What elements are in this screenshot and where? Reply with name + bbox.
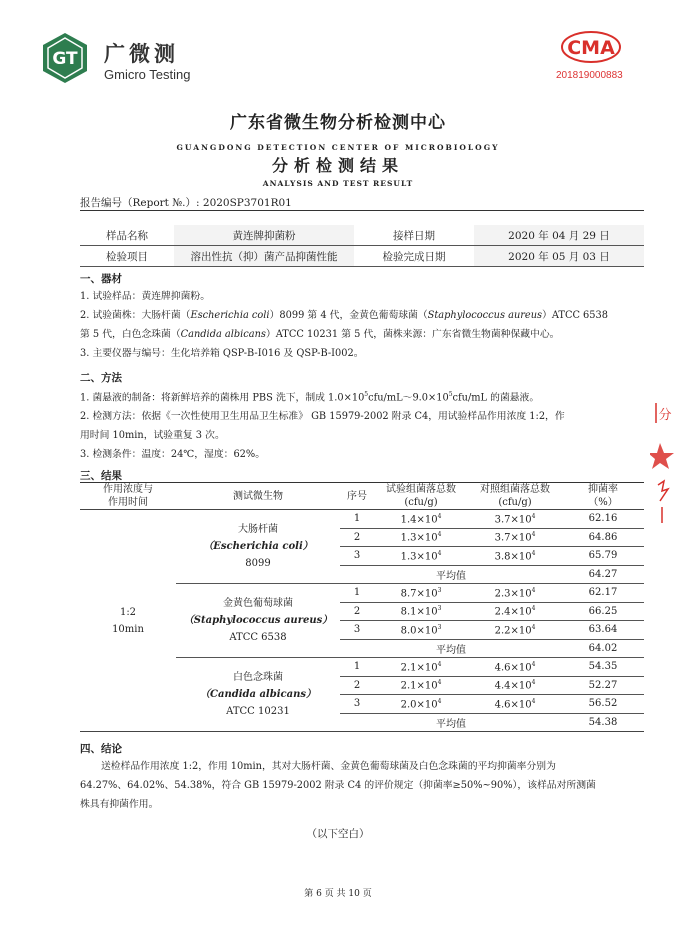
equipment-item-3: 3. 主要仪器与编号：生化培养箱 QSP-B-I016 及 QSP-B-I002。 [80,348,364,359]
blank-below-note: （以下空白） [306,828,370,840]
table-row: 2 $1.3\times 10^4$ $3.7\times 10^4$ 64.86 [80,528,644,547]
logo-chinese-name: 广微测 [104,42,179,66]
header-seq: 序号 [340,483,374,510]
sample-info-table [80,225,644,267]
table-row: 3 $8.0\times 10^3$ $2.2\times 10^4$ 63.64 [80,621,644,640]
gt-logo-icon [42,32,88,84]
conclusion-line-1: 送检样品作用浓度 1:2，作用 10min，其对大肠杆菌、金黄色葡萄球菌及白色念珠菌的平均抑菌率分别为 [101,761,556,772]
test-item-label: 检验项目 [80,246,174,267]
method-item-2-line-2: 用时间 10min，试验重复 3 次。 [80,430,225,442]
section-method-title: 二、方法 [80,372,122,384]
report-number: 报告编号（Report №.）: 2020SP3701R01 [80,197,292,209]
cma-certification-icon [560,30,622,64]
sample-name-label: 样品名称 [80,225,174,246]
header-organism: 测试微生物 [176,483,340,510]
method-item-1: 1. 菌悬液的制备：将新鲜培养的菌株用 PBS 洗下，制成 $1.0\times 10^5cfu/mL\sim 9.0\times 10^5cfu/mL$ 的菌悬液。 [80,391,540,404]
page-footer: 第 6 页 共 10 页 [304,889,372,899]
equipment-item-1: 1. 试验样品：黄连牌抑菌粉。 [80,291,211,302]
completed-date-label: 检验完成日期 [354,246,474,267]
received-date-label: 接样日期 [354,225,474,246]
equipment-item-2-line-1: 2. 试验菌株：大肠杆菌（Escherichia coli）8099 第 4 代，金黄色葡萄球菌（Staphylococcus aureus）ATCC 6538 [80,310,608,321]
table-row: 金黄色葡萄球菌 （Staphylococcus aureus） ATCC 6538 1 $8.7\times 10^3$ $2.3\times 10^4$ 62.17 [80,584,644,603]
table-row: 2 $2.1\times 10^4$ $4.4\times 10^4$ 52.27 [80,676,644,695]
seam-stamp-char: 分 [658,408,672,423]
test-item-value: 溶出性抗（抑）菌产品抑菌性能 [174,246,354,267]
equipment-text [80,287,644,363]
organism-calbicans: 白色念珠菌 （Candida albicans） ATCC 10231 [176,658,340,732]
conclusion-line-2: 64.27%、64.02%、54.38%，符合 GB 15979-2002 附录 C4 的评价规定（抑菌率≥50%~90%），该样品对所测菌 [80,780,596,791]
table-row: 3 $2.0\times 10^4$ $4.6\times 10^4$ 56.52 [80,695,644,714]
org-name-en: GUANGDONG DETECTION CENTER OF MICROBIOLOGY [176,143,500,152]
method-item-3: 3. 检测条件：温度：24℃，湿度：62%。 [80,449,266,461]
table-row: 白色念珠菌 （Candida albicans） ATCC 10231 1 $2.1\times 10^4$ $4.6\times 10^4$ 54.35 [80,658,644,677]
method-item-2-line-1: 2. 检测方法：依据《一次性使用卫生用品卫生标准》 GB 15979-2002 附录 C4，用试验样品作用浓度 1:2，作 [80,411,565,423]
condition-cell: 1:2 10min [80,510,176,732]
method-text [80,385,644,464]
received-date-value: 2020 年 04 月 29 日 [474,225,644,246]
header-inhibition-rate: 抑菌率 （%） [562,483,644,510]
conclusion-text [80,757,646,814]
header-divider [80,210,644,211]
report-title-cn: 分析检测结果 [271,156,404,175]
org-name-cn: 广东省微生物分析检测中心 [230,113,446,133]
logo-english-name: Gmicro Testing [104,67,191,82]
logo-letters: GT [52,49,78,69]
header-test-count: 试验组菌落总数 (cfu/g) [374,483,468,510]
equipment-item-2-line-2: 第 5 代，白色念珠菌（Candida albicans）ATCC 10231 第 5 代，菌株来源：广东省微生物菌种保藏中心。 [80,329,560,340]
section-results-title: 三、结果 [80,470,122,482]
table-row: 3 $1.3\times 10^4$ $3.8\times 10^4$ 65.79 [80,547,644,566]
seam-stamp-icon [650,395,676,530]
average-row: 平均值 64.27 [80,565,644,584]
completed-date-value: 2020 年 05 月 03 日 [474,246,644,267]
average-row: 平均值 54.38 [80,713,644,732]
header-control-count: 对照组菌落总数 (cfu/g) [468,483,562,510]
average-row: 平均值 64.02 [80,639,644,658]
conclusion-line-3: 株具有抑菌作用。 [80,799,159,810]
section-equipment-title: 一、器材 [80,273,122,285]
results-table [80,483,644,732]
cma-number: 201819000883 [556,70,623,81]
report-title-en: ANALYSIS AND TEST RESULT [262,179,414,188]
table-row: 1:2 10min 大肠杆菌 （Escherichia coli） 8099 1 $1.4\times 10^4$ $3.7\times 10^4$ 62.16 [80,510,644,529]
sample-name-value: 黄连牌抑菌粉 [174,225,354,246]
section-conclusion-title: 四、结论 [80,743,122,755]
table-row: 2 $8.1\times 10^3$ $2.4\times 10^4$ 66.25 [80,602,644,621]
header-concentration: 作用浓度与 作用时间 [80,483,176,510]
cma-text: CMA [567,37,615,59]
organism-saureus: 金黄色葡萄球菌 （Staphylococcus aureus） ATCC 6538 [176,584,340,658]
organism-ecoli: 大肠杆菌 （Escherichia coli） 8099 [176,510,340,584]
